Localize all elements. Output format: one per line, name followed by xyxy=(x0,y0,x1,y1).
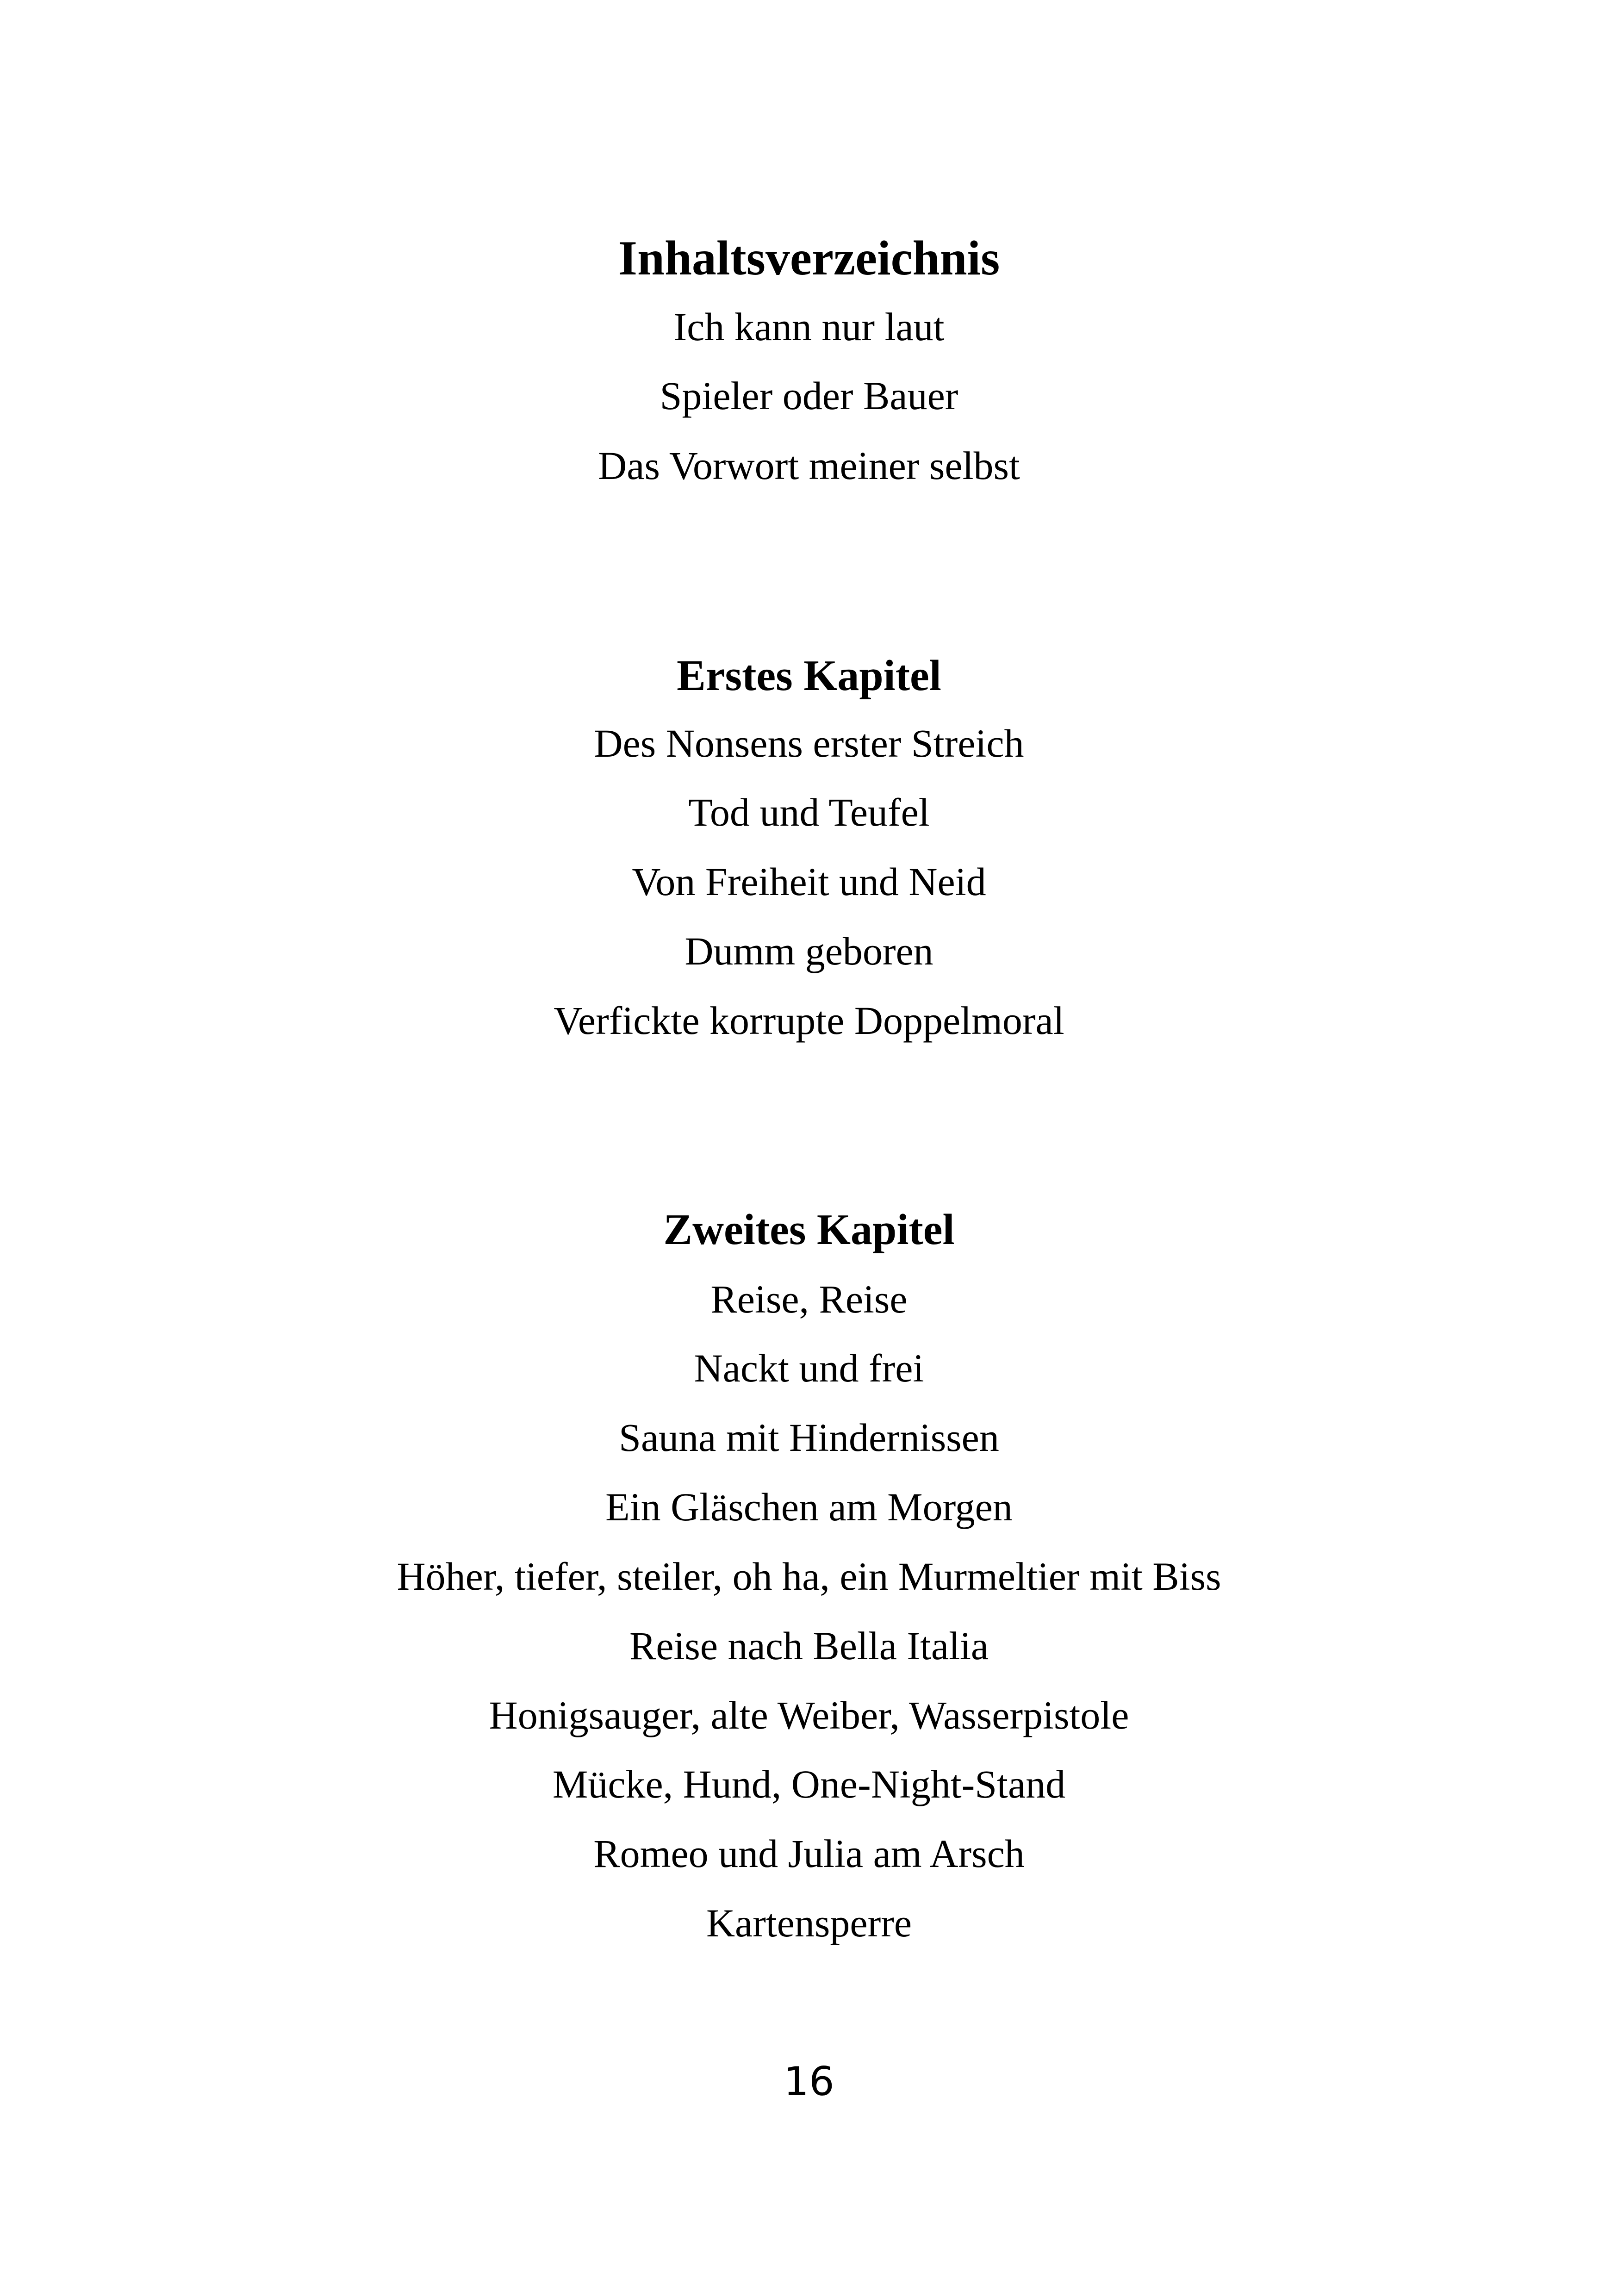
toc-entry: Romeo und Julia am Arsch xyxy=(593,1831,1025,1876)
toc-entry: Sauna mit Hindernissen xyxy=(619,1415,999,1460)
toc-entry: Kartensperre xyxy=(706,1901,912,1945)
chapter-heading: Zweites Kapitel xyxy=(663,1206,955,1254)
chapter-heading: Erstes Kapitel xyxy=(677,652,941,700)
toc-entry: Nackt und frei xyxy=(694,1346,924,1390)
toc-entry: Verfickte korrupte Doppelmoral xyxy=(554,998,1064,1043)
toc-entry: Reise nach Bella Italia xyxy=(629,1624,989,1668)
toc-entry: Honigsauger, alte Weiber, Wasserpistole xyxy=(489,1693,1129,1737)
toc-entry: Reise, Reise xyxy=(710,1277,908,1321)
toc-entry: Von Freiheit und Neid xyxy=(632,859,986,904)
toc-entry: Mücke, Hund, One-Night-Stand xyxy=(552,1762,1066,1806)
toc-entry: Ein Gläschen am Morgen xyxy=(605,1485,1013,1529)
page-number: 16 xyxy=(784,2059,834,2105)
toc-title: Inhaltsverzeichnis xyxy=(618,231,1000,285)
toc-entry: Dumm geboren xyxy=(685,929,933,973)
toc-entry: Tod und Teufel xyxy=(688,790,930,834)
toc-entry: Höher, tiefer, steiler, oh ha, ein Murmeltier mit Biss xyxy=(397,1554,1221,1599)
toc-entry: Spieler oder Bauer xyxy=(660,373,958,418)
toc-entry: Das Vorwort meiner selbst xyxy=(598,443,1020,488)
toc-entry: Des Nonsens erster Streich xyxy=(594,721,1024,765)
toc-entry: Ich kann nur laut xyxy=(673,305,945,349)
